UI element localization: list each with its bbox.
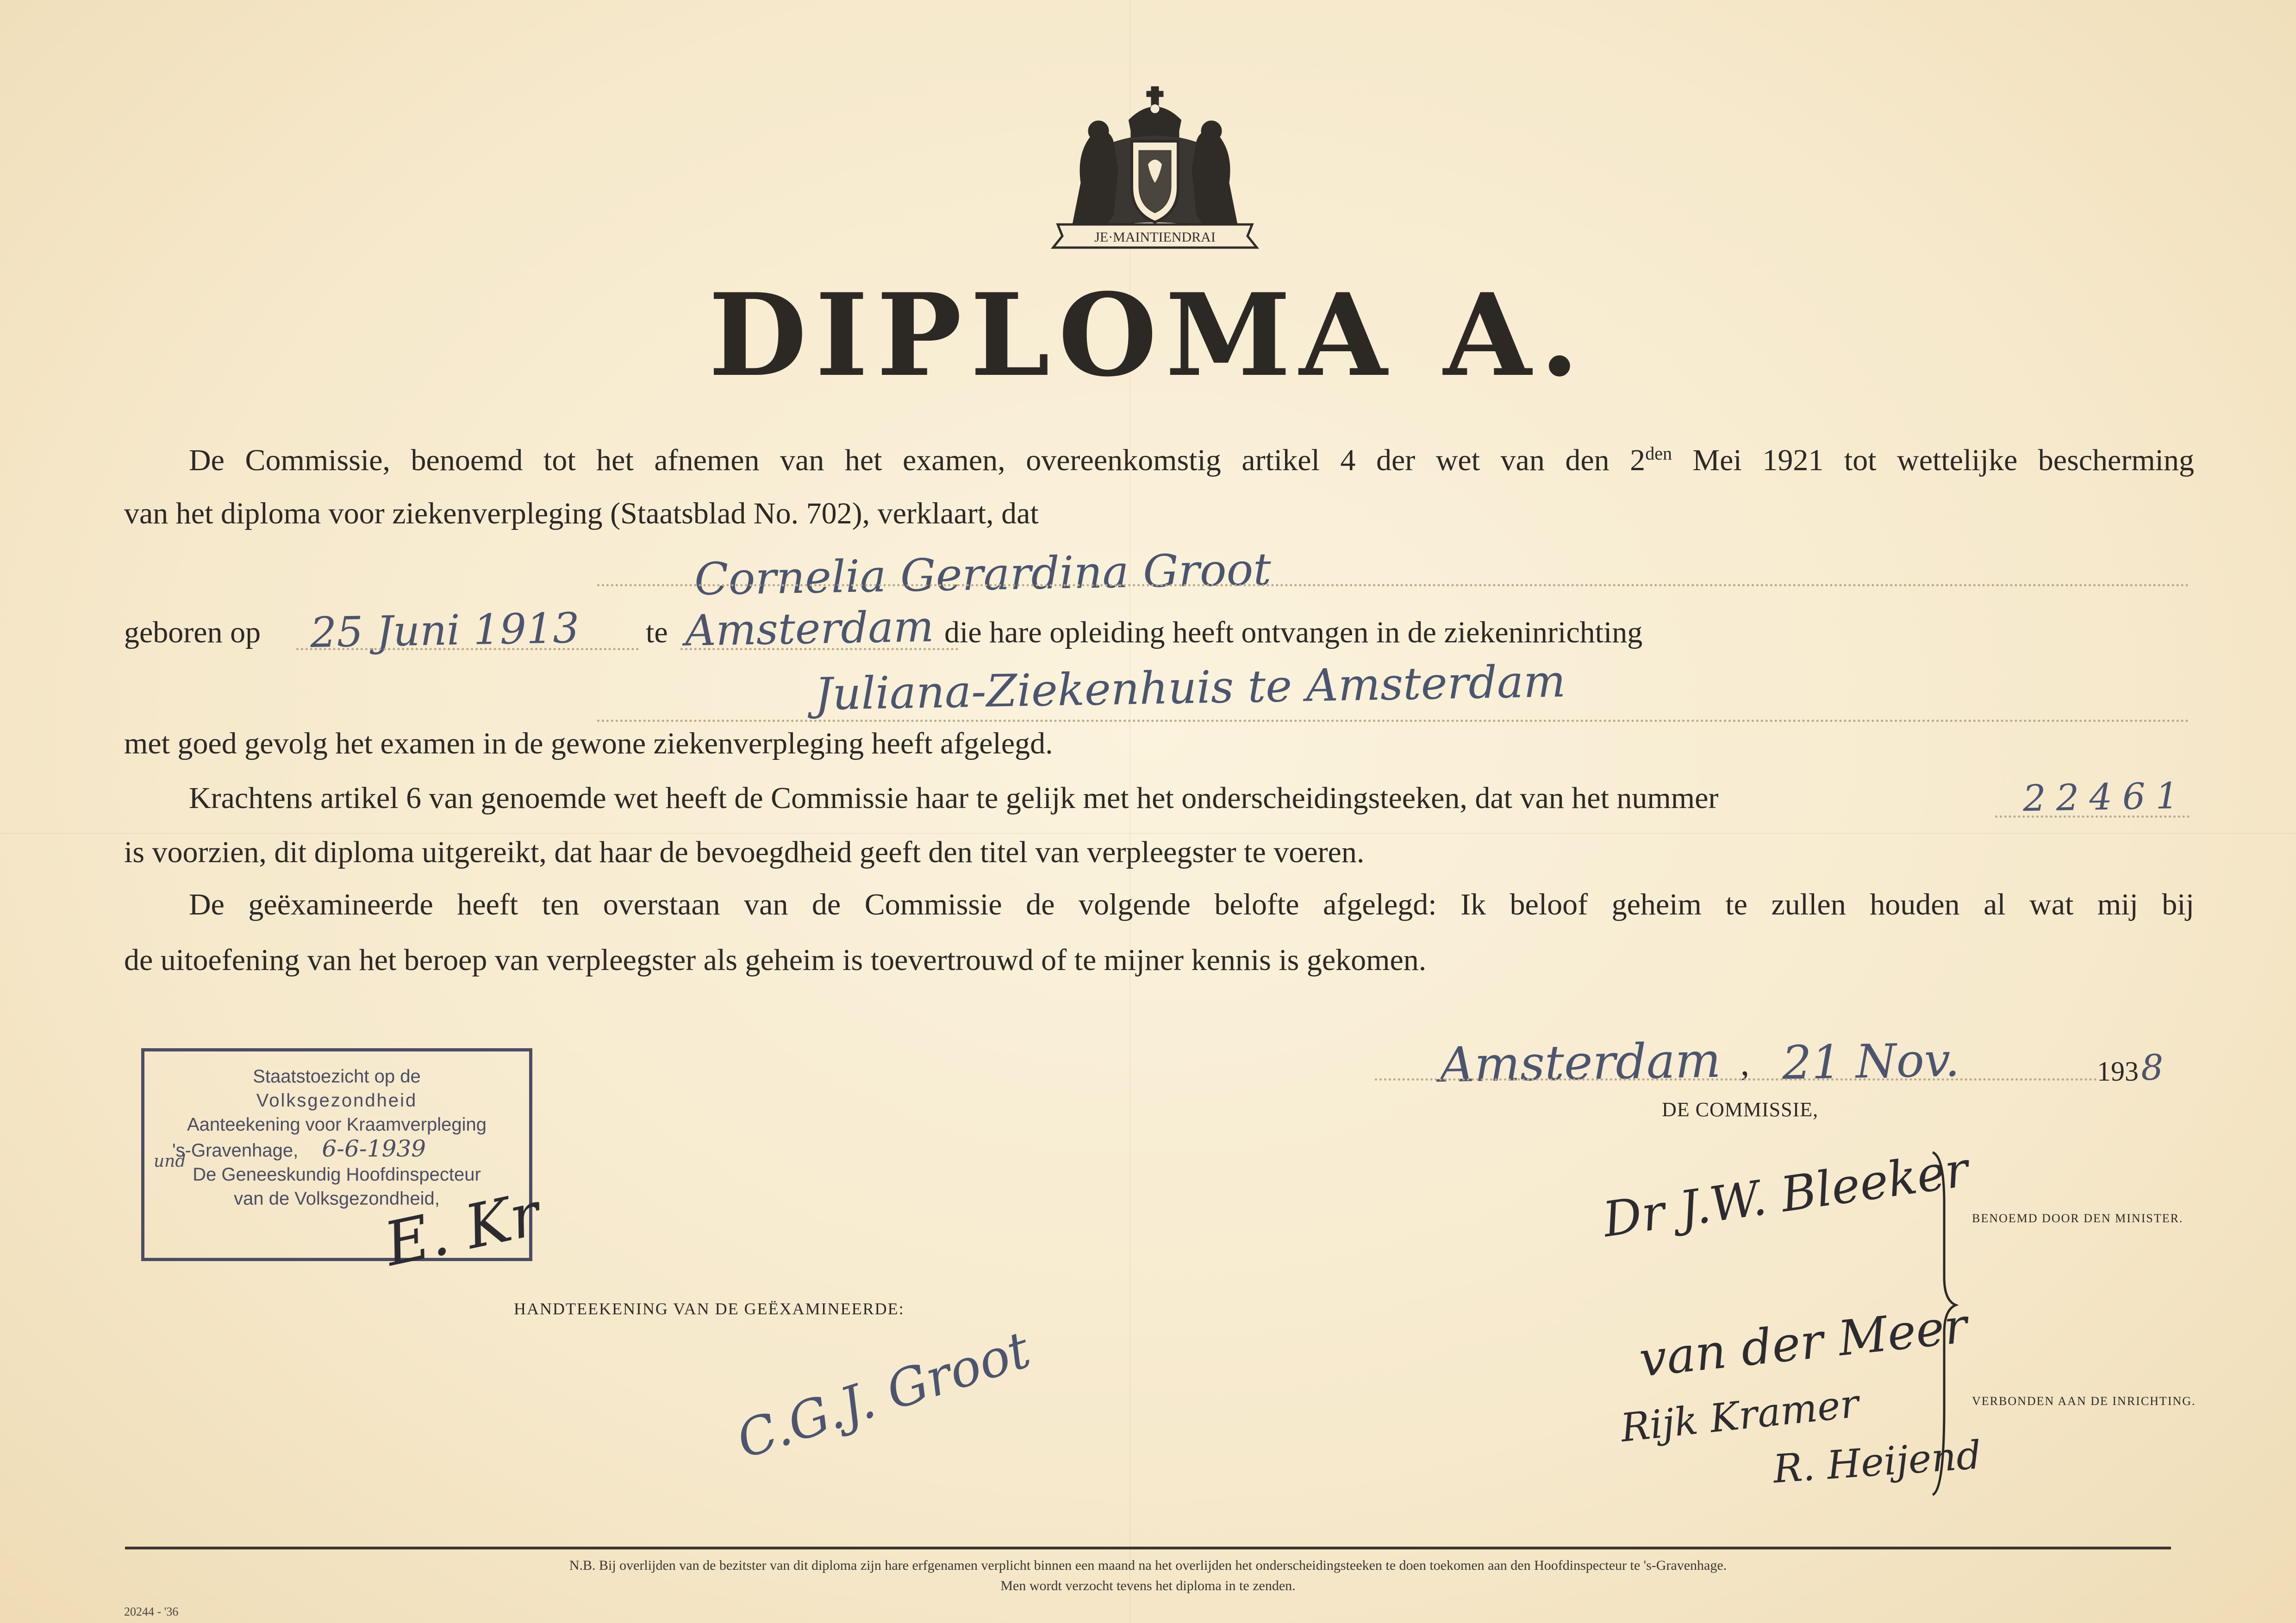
commission-signature-1: Dr J.W. Bleeker	[1599, 1141, 1972, 1248]
handwritten-number: 22461	[2022, 775, 2189, 820]
para1-line1-sup: den	[1645, 443, 1672, 464]
commission-signature-3: Rijk Kramer	[1618, 1380, 1861, 1451]
paper-fold-horizontal	[0, 833, 2296, 834]
issue-dotted-line	[1375, 1078, 2097, 1081]
print-code: 20244 - '36	[124, 1605, 179, 1618]
connected-label: VERBONDEN AAN DE INRICHTING.	[1972, 1394, 2196, 1408]
para1-line1-b: Mei 1921 tot wettelijke bescherming	[1692, 443, 2195, 477]
issue-comma: ,	[1741, 1044, 1749, 1083]
para1-line2: van het diploma voor ziekenverpleging (Staatsblad No. 702), verklaart, dat	[124, 497, 1039, 530]
stamp-handwritten-und: und	[154, 1152, 186, 1171]
appointed-label: BENOEMD DOOR DEN MINISTER.	[1972, 1212, 2184, 1225]
commission-signature-2: van der Meer	[1636, 1297, 1970, 1388]
para2: met goed gevolg het examen in de gewone ziekenverpleging heeft afgelegd.	[124, 727, 1053, 760]
place-label: te	[646, 616, 668, 649]
handwritten-institution: Juliana-Ziekenhuis te Amsterdam	[814, 655, 1566, 721]
candidate-signature-label: HANDTEEKENING VAN DE GEËXAMINEERDE:	[514, 1300, 905, 1318]
born-label: geboren op	[124, 616, 261, 649]
commission-signature-4: R. Heijend	[1772, 1432, 1983, 1492]
para4-line1: De geëxamineerde heeft ten overstaan van de Commissie de volgende belofte afgelegd: Ik beloof geheim te zullen houden al wat mij bij	[189, 888, 2194, 921]
inspector-signature: E. Kr	[378, 1178, 546, 1280]
candidate-signature: C.G.J. Groot	[730, 1319, 1037, 1470]
name-dotted-line	[597, 584, 2190, 586]
handwritten-issue-date: 21 Nov.	[1782, 1032, 1960, 1090]
handwritten-issue-place: Amsterdam	[1439, 1032, 1722, 1094]
footnote-line2: Men wordt verzocht tevens het diploma in te zenden.	[1000, 1578, 1296, 1593]
para4-line2: de uitoefening van het beroep van verpleegster als geheim is toevertrouwd of te mijner kennis is gekomen.	[124, 943, 1427, 977]
crest-motto: JE·MAINTIENDRAI	[1094, 230, 1216, 245]
commission-label: DE COMMISSIE,	[1662, 1098, 1819, 1121]
issue-year-printed: 193	[2097, 1056, 2139, 1087]
institution-intro: die hare opleiding heeft ontvangen in de ziekeninrichting	[944, 616, 1643, 649]
handwritten-name: Cornelia Gerardina Groot	[694, 543, 1272, 605]
birth-place-dotted-line	[680, 648, 958, 650]
para3-line2: is voorzien, dit diploma uitgereikt, dat haar de bevoegdheid geeft den titel van verpleegster te voeren.	[124, 835, 1365, 869]
brace-divider	[1928, 1148, 1960, 1499]
diploma-title: DIPLOMA A.	[708, 268, 1588, 402]
para1-line1	[189, 444, 2194, 476]
stamp-line2: Volksgezondheid	[256, 1090, 418, 1111]
stamp-line5: De Geneeskundig Hoofdinspecteur	[193, 1164, 481, 1185]
stamp-line3: Aanteekening voor Kraamverpleging	[187, 1114, 487, 1135]
royal-coat-of-arms-icon	[1044, 76, 1266, 250]
footer-rule	[125, 1547, 2171, 1549]
para1-line1-a: De Commissie, benoemd tot het afnemen van het examen, overeenkomstig artikel 4 der wet van den 2	[189, 443, 1646, 477]
stamp-handwritten-date: 6-6-1939	[322, 1135, 426, 1162]
institution-dotted-line	[597, 720, 2190, 722]
footnote-line1: N.B. Bij overlijden van de bezitster van dit diploma zijn hare erfgenamen verplicht binnen een maand na het overlijden het onderscheidingsteeken te doen toekomen aan den Hoofdinspecteur te 's-Gravenhage.	[569, 1558, 1727, 1573]
stamp-line1: Staatstoezicht op de	[253, 1066, 421, 1087]
stamp-line6: van de Volksgezondheid,	[234, 1188, 440, 1209]
stamp-line4-place: 's-Gravenhage,	[172, 1140, 299, 1161]
birth-date-dotted-line	[296, 648, 639, 650]
number-dotted-line	[1995, 815, 2190, 818]
handwritten-birth-date: 25 Juni 1913	[310, 603, 580, 658]
handwritten-birth-place: Amsterdam	[685, 602, 935, 656]
handwritten-issue-year: 8	[2140, 1046, 2164, 1088]
para3-line1: Krachtens artikel 6 van genoemde wet heeft de Commissie haar te gelijk met het onderscheidingsteeken, dat van het nummer	[189, 781, 1719, 815]
